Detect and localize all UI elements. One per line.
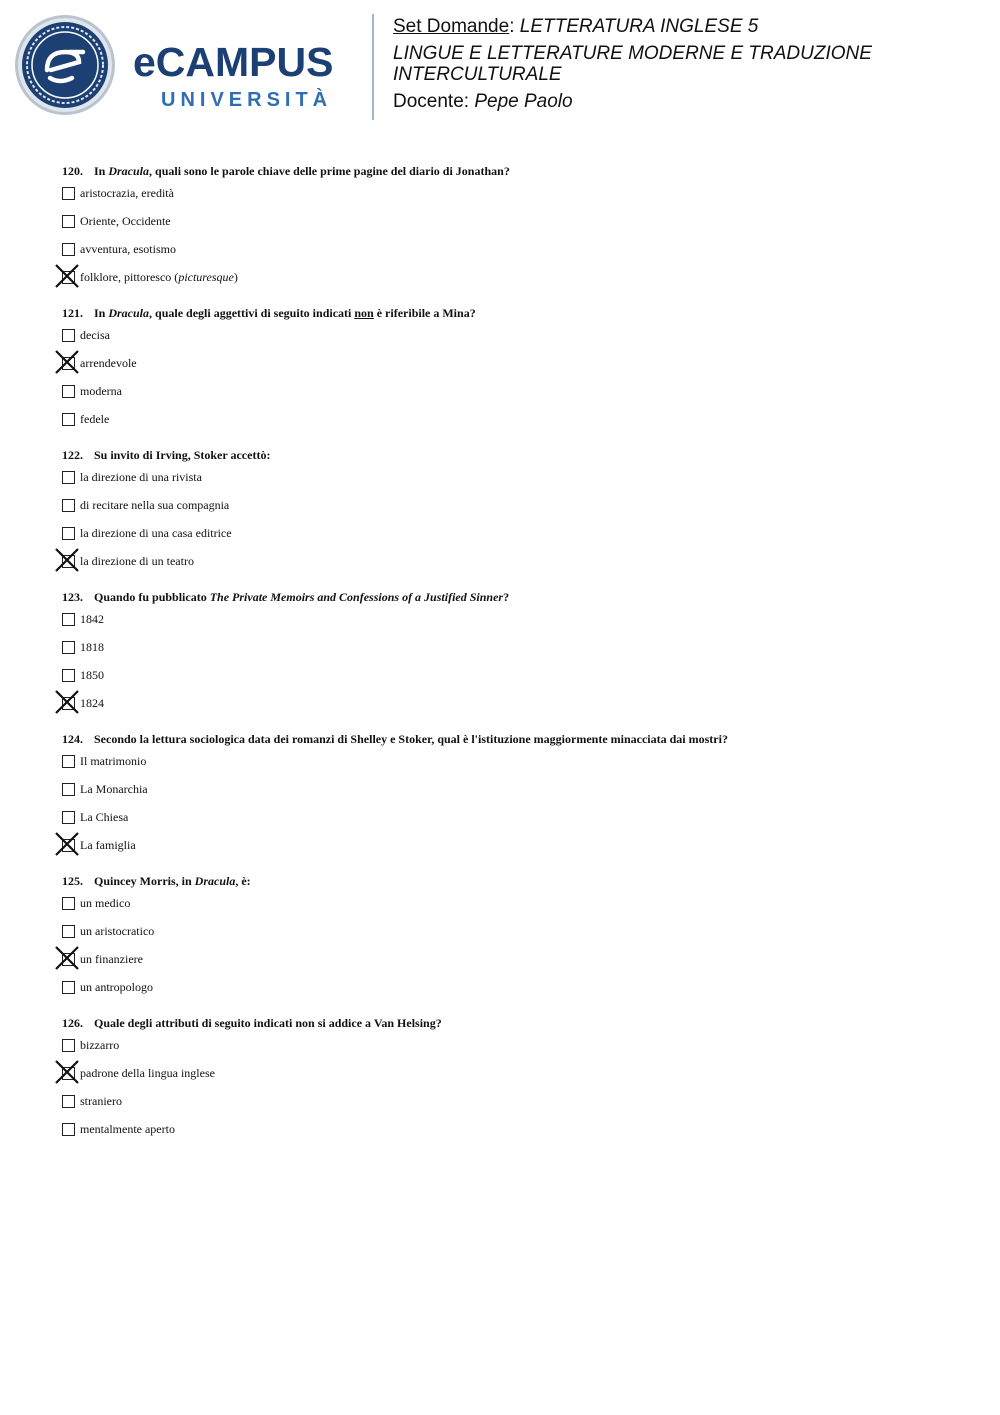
page-header (0, 0, 1000, 130)
checkbox[interactable] (62, 755, 75, 768)
option-label (80, 639, 104, 655)
checkbox[interactable] (62, 669, 75, 682)
option-text: La famiglia (80, 838, 136, 852)
answer-option[interactable] (62, 323, 962, 351)
answer-option[interactable] (62, 749, 962, 777)
answer-option[interactable] (62, 805, 962, 833)
question-title (62, 161, 962, 181)
option-text: un aristocratico (80, 924, 155, 938)
answer-option[interactable] (62, 1033, 962, 1061)
checkbox[interactable] (62, 613, 75, 626)
question-text: In (94, 306, 109, 320)
question-text: non (354, 306, 374, 320)
option-text: un finanziere (80, 952, 143, 966)
option-text: Il matrimonio (80, 754, 147, 768)
option-label (80, 497, 229, 513)
checkbox[interactable] (62, 1095, 75, 1108)
option-label (80, 695, 104, 711)
question-text: The Private Memoirs and Confessions of a Justified Sinner (209, 590, 504, 604)
brand-name: eCAMPUS (133, 39, 334, 85)
checkbox[interactable] (62, 1123, 75, 1136)
option-label (80, 895, 130, 911)
question-title (62, 1013, 962, 1033)
checkbox[interactable] (62, 471, 75, 484)
checked-checkbox[interactable] (62, 839, 75, 852)
question-126 (62, 1013, 962, 1145)
question-text: Dracula (108, 306, 150, 320)
option-label (80, 753, 146, 769)
question-text: ? (503, 590, 510, 604)
answer-option[interactable] (62, 1089, 962, 1117)
option-text: aristocrazia, eredità (80, 186, 174, 200)
checkbox[interactable] (62, 243, 75, 256)
question-title (62, 445, 962, 465)
set-title-line (393, 16, 758, 37)
question-text: Quincey Morris, in (94, 874, 195, 888)
option-label (80, 185, 174, 201)
question-list (62, 161, 962, 1155)
option-text: un antropologo (80, 980, 153, 994)
checkbox[interactable] (62, 215, 75, 228)
option-label (80, 923, 154, 939)
checkbox[interactable] (62, 981, 75, 994)
checkbox[interactable] (62, 783, 75, 796)
question-124 (62, 729, 962, 861)
option-text: Oriente, Occidente (80, 214, 171, 228)
option-label (80, 781, 148, 797)
checkbox[interactable] (62, 527, 75, 540)
question-title (62, 871, 962, 891)
header-divider (372, 14, 374, 120)
checkbox[interactable] (62, 811, 75, 824)
docente-name: Pepe Paolo (474, 91, 573, 112)
answer-option[interactable] (62, 465, 962, 493)
option-text: La Chiesa (80, 810, 129, 824)
answer-option[interactable] (62, 407, 962, 435)
question-text: Quando fu pubblicato (94, 590, 210, 604)
question-122 (62, 445, 962, 577)
brand-wordmark (133, 38, 355, 113)
option-text: padrone della lingua inglese (80, 1066, 215, 1080)
question-number: 124. (62, 732, 83, 746)
docente-line (393, 91, 573, 112)
option-label (80, 979, 153, 995)
answer-option[interactable] (62, 209, 962, 237)
question-120 (62, 161, 962, 293)
checkbox[interactable] (62, 897, 75, 910)
checkbox[interactable] (62, 329, 75, 342)
checked-checkbox[interactable] (62, 357, 75, 370)
option-label (80, 809, 128, 825)
question-text: Secondo la lettura sociologica data dei romanzi di Shelley e Stoker, qual è l'istituzione maggiormente minacciata dai mostri? (94, 732, 728, 746)
answer-option[interactable] (62, 521, 962, 549)
answer-option[interactable] (62, 691, 962, 719)
answer-option[interactable] (62, 549, 962, 577)
question-number: 120. (62, 164, 83, 178)
option-label (80, 611, 104, 627)
option-label (80, 355, 137, 371)
set-separator: : (509, 16, 520, 37)
answer-option[interactable] (62, 947, 962, 975)
answer-option[interactable] (62, 919, 962, 947)
option-text: 1824 (80, 696, 104, 710)
question-number: 121. (62, 306, 83, 320)
question-text: , quali sono le parole chiave delle prime pagine del diario di Jonathan? (149, 164, 510, 178)
option-label (80, 837, 136, 853)
answer-option[interactable] (62, 181, 962, 209)
option-label (80, 1093, 122, 1109)
option-text: straniero (80, 1094, 122, 1108)
option-text: moderna (80, 384, 122, 398)
checked-checkbox[interactable] (62, 953, 75, 966)
question-text: è riferibile a Mina? (373, 306, 476, 320)
checked-checkbox[interactable] (62, 271, 75, 284)
option-label (80, 553, 194, 569)
option-text: la direzione di una rivista (80, 470, 202, 484)
checkbox[interactable] (62, 499, 75, 512)
option-text: bizzarro (80, 1038, 120, 1052)
option-text: 1842 (80, 612, 104, 626)
option-text: un medico (80, 896, 131, 910)
set-label: Set Domande (393, 16, 510, 37)
question-title (62, 303, 962, 323)
option-text: fedele (80, 412, 110, 426)
answer-option[interactable] (62, 975, 962, 1003)
checked-checkbox[interactable] (62, 697, 75, 710)
answer-option[interactable] (62, 493, 962, 521)
checked-checkbox[interactable] (62, 1067, 75, 1080)
question-text: , è: (235, 874, 251, 888)
answer-option[interactable] (62, 663, 962, 691)
option-text: mentalmente aperto (80, 1122, 175, 1136)
question-text: Quale degli attributi di seguito indicati non si addice a Van Helsing? (94, 1016, 442, 1030)
checked-checkbox[interactable] (62, 555, 75, 568)
option-label (80, 411, 109, 427)
question-text: Su invito di Irving, Stoker accettò: (94, 448, 271, 462)
question-title (62, 587, 962, 607)
answer-option[interactable] (62, 237, 962, 265)
checkbox[interactable] (62, 187, 75, 200)
option-label (80, 1065, 215, 1081)
question-number: 126. (62, 1016, 83, 1030)
question-number: 122. (62, 448, 83, 462)
question-123 (62, 587, 962, 719)
question-text: Dracula (194, 874, 236, 888)
brand-subtitle: UNIVERSITÀ (161, 89, 333, 111)
option-text: arrendevole (80, 356, 137, 370)
checkbox[interactable] (62, 925, 75, 938)
option-text: 1850 (80, 668, 104, 682)
option-text: picturesque (178, 270, 234, 284)
option-text: La Monarchia (80, 782, 148, 796)
answer-option[interactable] (62, 351, 962, 379)
university-seal-logo (14, 14, 116, 116)
checkbox[interactable] (62, 385, 75, 398)
question-121 (62, 303, 962, 435)
option-label (80, 469, 202, 485)
answer-option[interactable] (62, 891, 962, 919)
answer-option[interactable] (62, 379, 962, 407)
question-number: 123. (62, 590, 83, 604)
option-label (80, 213, 171, 229)
question-text: Dracula (108, 164, 150, 178)
answer-option[interactable] (62, 265, 962, 293)
option-label (80, 383, 122, 399)
option-label (80, 269, 238, 285)
answer-option[interactable] (62, 635, 962, 663)
answer-option[interactable] (62, 1117, 962, 1145)
answer-option[interactable] (62, 1061, 962, 1089)
checkbox[interactable] (62, 641, 75, 654)
answer-option[interactable] (62, 833, 962, 861)
option-text: 1818 (80, 640, 104, 654)
option-text: di recitare nella sua compagnia (80, 498, 230, 512)
option-label (80, 1037, 119, 1053)
option-label (80, 951, 143, 967)
checkbox[interactable] (62, 413, 75, 426)
option-label (80, 327, 110, 343)
docente-label: Docente: (393, 91, 475, 112)
option-text: ) (233, 270, 238, 284)
checkbox[interactable] (62, 1039, 75, 1052)
answer-option[interactable] (62, 777, 962, 805)
option-label (80, 241, 176, 257)
question-125 (62, 871, 962, 1003)
question-text: In (94, 164, 109, 178)
set-title: LETTERATURA INGLESE 5 (519, 16, 759, 37)
question-title (62, 729, 962, 749)
answer-option[interactable] (62, 607, 962, 635)
question-text: , quale degli aggettivi di seguito indicati (149, 306, 355, 320)
option-label (80, 525, 232, 541)
option-text: la direzione di un teatro (80, 554, 194, 568)
option-text: avventura, esotismo (80, 242, 176, 256)
option-label (80, 1121, 175, 1137)
course-name-line2: INTERCULTURALE (393, 64, 562, 85)
option-text: decisa (80, 328, 110, 342)
course-name-line1: LINGUE E LETTERATURE MODERNE E TRADUZIONE (393, 43, 872, 64)
option-text: folklore, pittoresco ( (80, 270, 179, 284)
option-label (80, 667, 104, 683)
question-number: 125. (62, 874, 83, 888)
option-text: la direzione di una casa editrice (80, 526, 232, 540)
